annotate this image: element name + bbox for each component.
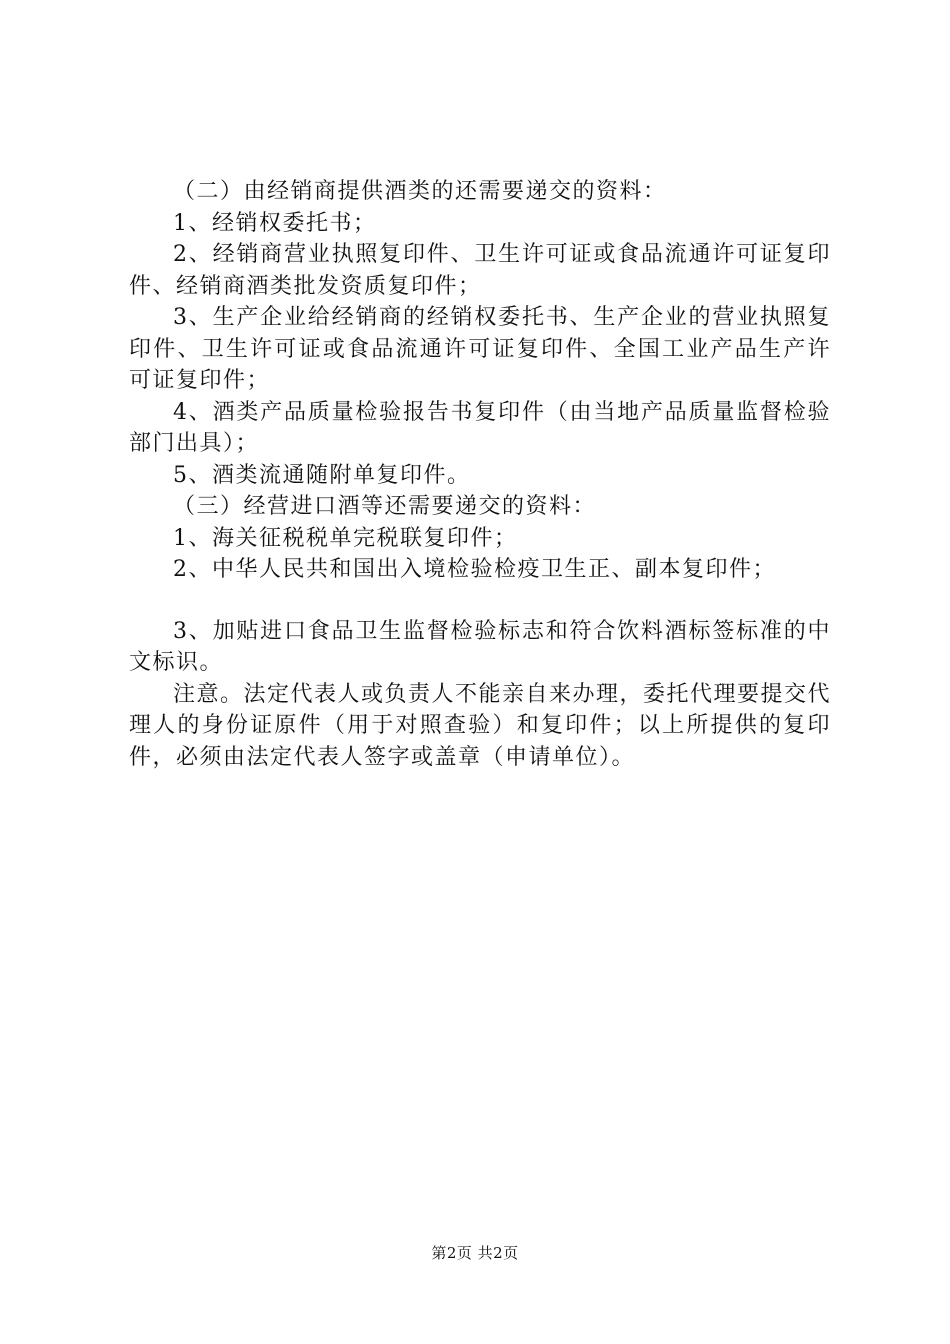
- section-heading-import: （三）经营进口酒等还需要递交的资料：: [173, 494, 597, 519]
- page-footer: [0, 1243, 950, 1263]
- list-item: 3、加贴进口食品卫生监督检验标志和符合饮料酒标签标准的中文标识。: [129, 618, 831, 675]
- list-item: 5、酒类流通随附单复印件。: [173, 462, 471, 488]
- note-paragraph: 注意。法定代表人或负责人不能亲自来办理，委托代理要提交代理人的身份证原件（用于对照查验）和复印件；以上所提供的复印件，必须由法定代表人签字或盖章（申请单位）。: [129, 681, 832, 770]
- list-item: 2、中华人民共和国出入境检验检疫卫生正、副本复印件；: [173, 557, 776, 582]
- list-item: 1、海关征税税单完税联复印件；: [173, 525, 518, 551]
- list-item: 3、生产企业给经销商的经销权委托书、生产企业的营业执照复印件、卫生许可证或食品流通许可证复印件、全国工业产品生产许可证复印件；: [129, 305, 831, 393]
- section-heading-distributor: （二）由经销商提供酒类的还需要递交的资料：: [173, 179, 667, 204]
- list-item: 1、经销权委托书；: [173, 210, 377, 236]
- document-body: [129, 176, 831, 773]
- page-number: 第2页 共2页: [431, 1244, 519, 1262]
- list-item: 4、酒类产品质量检验报告书复印件（由当地产品质量监督检验部门出具）；: [129, 399, 831, 456]
- list-item: 2、经销商营业执照复印件、卫生许可证或食品流通许可证复印件、经销商酒类批发资质复印件；: [129, 242, 831, 299]
